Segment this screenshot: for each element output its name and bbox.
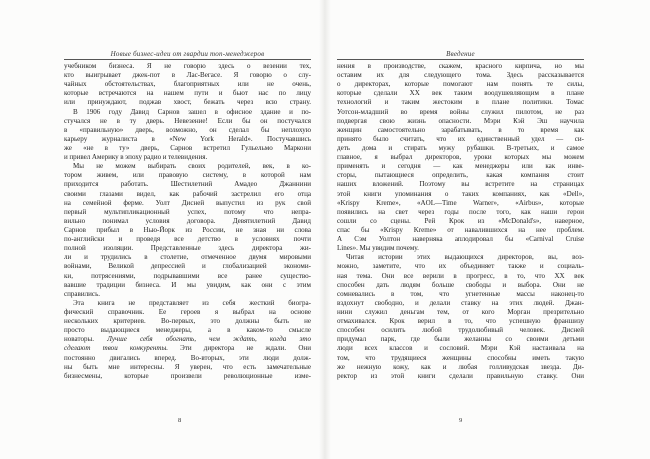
line-text: ки, потрясениями, подрывавшими все ранее существо-	[64, 271, 311, 280]
text-line	[337, 80, 584, 89]
text-line	[337, 308, 584, 317]
line-text: приходится работать. Шестилетний Амадео Джаннини	[64, 180, 311, 189]
text-line	[337, 363, 584, 372]
text-line	[337, 235, 584, 244]
line-italic-text: сделают твои конкуренты.	[64, 344, 169, 353]
text-line	[337, 335, 584, 344]
book-gutter	[319, 0, 331, 459]
line-text: женщин самостоятельно зарабатывать, в то время как	[337, 125, 584, 134]
line-text: учебником бизнеса. Я не говорю здесь о везении тех,	[64, 62, 311, 70]
line-text: Читая истории этих выдающихся директоров, вы, воз-	[346, 253, 584, 262]
text-line	[64, 135, 311, 144]
right-page-number: 9	[459, 417, 463, 424]
line-text: вздохнут свободно, и делали ставку на этих людей. Джан-	[337, 298, 584, 307]
line-text: о директорах, которые помогают нам понять те силы,	[337, 80, 584, 89]
text-line	[64, 372, 311, 381]
text-line	[64, 290, 311, 299]
line-text: нескольких критериев. Во-первых, это должны быть не	[64, 317, 311, 326]
left-page	[0, 0, 319, 459]
line-text: нини служил деньгам тем, от кого Морган презрительно	[337, 307, 584, 316]
text-line	[337, 281, 584, 290]
text-line	[337, 126, 584, 135]
line-text: стучался не в ту дверь. Невезение! Если бы он постучался	[64, 116, 311, 125]
line-text: люди всех классов и сословий. Мэри Кэй настаивала на	[337, 344, 584, 353]
text-line	[337, 354, 584, 363]
left-header-rule	[64, 59, 311, 60]
line-text: ли и трудились в столетие, отмеченное двумя мировыми	[64, 253, 311, 262]
line-text: по-английски и проведя все детство в условиях почти	[64, 235, 311, 244]
text-line	[64, 226, 311, 235]
left-body-text	[64, 62, 311, 381]
text-line	[337, 162, 584, 171]
text-line	[64, 62, 311, 71]
text-line	[64, 180, 311, 189]
text-line	[64, 299, 311, 308]
line-text: способен осилить любой трудолюбивый человек. Дисней	[337, 326, 584, 335]
line-italic-text: Лучше себя обогнать, чем ждать, когда это	[107, 335, 311, 344]
line-text: Сарнов прибыл в Нью-Йорк из России, не зная ни слова	[64, 225, 311, 234]
text-line	[337, 253, 584, 262]
text-line	[64, 235, 311, 244]
text-line	[337, 144, 584, 153]
line-text: вавшие традиции бизнеса. И мы увидим, как они с этим	[64, 280, 311, 289]
line-text: которые встречаются на нашем пути и бьют нас по лицу	[64, 89, 311, 98]
text-line	[64, 162, 311, 171]
text-line	[337, 226, 584, 235]
text-line	[337, 290, 584, 299]
text-line	[337, 372, 584, 381]
text-line	[337, 98, 584, 107]
line-text: чайных обстоятельствах, благоприятных или не очень,	[64, 80, 311, 89]
text-line	[64, 190, 311, 199]
text-line	[64, 153, 311, 162]
text-line	[64, 281, 311, 290]
text-line	[64, 308, 311, 317]
line-text: сошли со сцены. Рей Крок из «McDonald's», наверное,	[337, 216, 584, 225]
line-text: своими глазами видел, как рабочий застрелил его отца	[64, 189, 311, 198]
line-text: просто выдающиеся менеджеры, а в каком-то смысле	[64, 326, 311, 335]
line-text: Мы не можем выбирать своих родителей, век, в ко-	[73, 162, 311, 171]
line-text: том, что трудящиеся женщины способны иметь такую	[337, 353, 584, 362]
text-line	[64, 272, 311, 281]
line-text: Эта книга не представляет из себя жесткий биогра-	[73, 298, 311, 307]
line-text: «Krispy Kreme», «AOL—Time Warner», «Airbus», которые	[337, 198, 584, 207]
text-line	[337, 171, 584, 180]
text-line	[337, 199, 584, 208]
text-line	[337, 208, 584, 217]
text-line	[337, 180, 584, 189]
text-line	[64, 363, 311, 372]
line-text: деть дома и стирать мужу рубашки. В-третьих, и самое	[337, 143, 584, 152]
text-line	[64, 117, 311, 126]
text-line	[64, 317, 311, 326]
line-text: первый мультипликационный успех, потому что непра-	[64, 207, 311, 216]
text-line	[64, 108, 311, 117]
line-text: наших вложений. Поэтому вы встретите на страницах	[337, 180, 584, 189]
line-text: бизнесмены, которые произвели революционные изме-	[64, 371, 311, 380]
left-running-head: Новые бизнес-идеи от гвардии топ-менеджеров	[110, 50, 265, 58]
line-text: карьеру журналиста в «New York Herald». Постучавшись	[64, 134, 311, 143]
text-line	[64, 71, 311, 80]
line-text: способен дать людям больше свободы и выбора. Они не	[337, 280, 584, 289]
line-text: тором живем, или правовую систему, в которой нам	[64, 171, 311, 180]
line-text: придумал парк, где были желанны со своими детьми	[337, 335, 584, 344]
line-text: Уотсон-младший во время войны служил пилотом, не раз	[337, 107, 584, 116]
line-text: можно, заметите, что их объединяет также и социаль-	[337, 262, 584, 271]
line-text: ны быть мне интересны. Я уверен, что есть замечательные	[64, 362, 311, 371]
text-line	[64, 244, 311, 253]
text-line	[64, 171, 311, 180]
text-line	[64, 354, 311, 363]
line-text: появились на свет через годы после того, как наши герои	[337, 207, 584, 216]
text-line	[337, 344, 584, 353]
text-line	[64, 335, 311, 344]
text-line	[337, 117, 584, 126]
line-text: ная тема. Они все верили в прогресс, в то, что XX век	[337, 271, 584, 280]
text-line	[64, 262, 311, 271]
text-line	[64, 144, 311, 153]
line-text: ректор из этой книги сделали правильную ставку. Они	[337, 371, 584, 380]
text-line	[337, 299, 584, 308]
line-text: отмахивался. Крок верил в то, что успешную франшизу	[337, 317, 584, 326]
text-line	[337, 326, 584, 335]
text-line	[64, 89, 311, 98]
text-line	[64, 98, 311, 107]
text-line	[337, 272, 584, 281]
line-text: постоянно двигались вперед. Во-вторых, эти люди долж-	[64, 353, 311, 362]
line-text: спас бы «Krispy Kreme» от навалившихся на нее проблем.	[337, 225, 584, 234]
line-text: принято было считать, что их единственный удел — си-	[337, 134, 584, 143]
text-line	[64, 199, 311, 208]
line-text: на семейной ферме. Уолт Дисней выпустил из рук свой	[64, 198, 311, 207]
right-header-rule	[337, 59, 584, 60]
text-line	[64, 326, 311, 335]
line-text: нения в производстве, скажем, красного кирпича, но мы	[337, 62, 584, 70]
right-running-head: Введение	[446, 50, 475, 58]
text-line	[337, 62, 584, 71]
line-text: А Сэм Уолтон наверняка аплодировал бы «Carnival Cruise	[337, 235, 584, 244]
text-line	[337, 244, 584, 253]
text-line	[64, 126, 311, 135]
left-page-number: 8	[178, 417, 182, 424]
line-text: же «не в ту» дверь, Сарнов встретил Гульельмо Маркони	[64, 143, 311, 152]
text-line	[64, 217, 311, 226]
text-line	[337, 262, 584, 271]
text-line	[64, 80, 311, 89]
text-line	[337, 190, 584, 199]
line-text: полной изоляции. Представленные здесь директора жи-	[64, 244, 311, 253]
line-text: справились.	[64, 289, 101, 298]
line-text: сторы, пытающиеся определить, какая компания стоит	[337, 171, 584, 180]
line-text: В 1906 году Давид Сарнов зашел в офисное здание и по-	[73, 107, 311, 116]
text-line	[337, 89, 584, 98]
line-text: войнами, Великой депрессией и глобализацией экономи-	[64, 262, 311, 271]
line-text: которые сделали XX век таким воодушевляющим в плане	[337, 89, 584, 98]
text-line	[337, 217, 584, 226]
line-text: главное, я выбрал директоров, уроки которых мы можем	[337, 153, 584, 162]
right-body-text	[337, 62, 584, 381]
line-tail-text: Эти директора не ждали. Они	[168, 344, 311, 353]
line-text: новаторы.	[64, 335, 108, 344]
line-text: применять и сегодня — как менеджеры или как инве-	[337, 162, 584, 171]
text-line	[337, 71, 584, 80]
text-line	[337, 317, 584, 326]
line-text: же нежную кожу, как и любая голливудская звезда. Ди-	[337, 362, 584, 371]
line-text: в «правильную» дверь, возможно, он сделал бы неплохую	[64, 125, 311, 134]
line-text: сомневались в том, что угнетенные массы наконец-то	[337, 289, 584, 298]
text-line	[337, 135, 584, 144]
line-text: технологий и таким жестоким в плане политики. Томас	[337, 98, 584, 107]
line-text: фический справочник. Ее героев я выбрал на основе	[64, 307, 311, 316]
right-page	[331, 0, 650, 459]
text-line	[337, 153, 584, 162]
line-text: оставим их для следующего тома. Здесь рассказывается	[337, 71, 584, 80]
line-text: этой книги упоминания о таких компаниях, как «Dell»,	[337, 189, 584, 198]
text-line	[64, 208, 311, 217]
line-text: или принуждают, поджав хвост, бежать через всю страну.	[64, 98, 311, 107]
line-text: вильно понимал условия договора. Девятилетний Давид	[64, 216, 311, 225]
line-text: Lines». Мы увидим почему.	[337, 244, 419, 253]
line-text: подвергая свою жизнь опасности. Мэри Кэй Эш научила	[337, 116, 584, 125]
text-line	[64, 253, 311, 262]
line-text: и привел Америку в эпоху радио и телевидения.	[64, 153, 208, 162]
line-text: кто выигрывает джек-пот в Лас-Вегасе. Я говорю о слу-	[64, 71, 311, 80]
text-line	[64, 344, 311, 353]
text-line	[337, 108, 584, 117]
